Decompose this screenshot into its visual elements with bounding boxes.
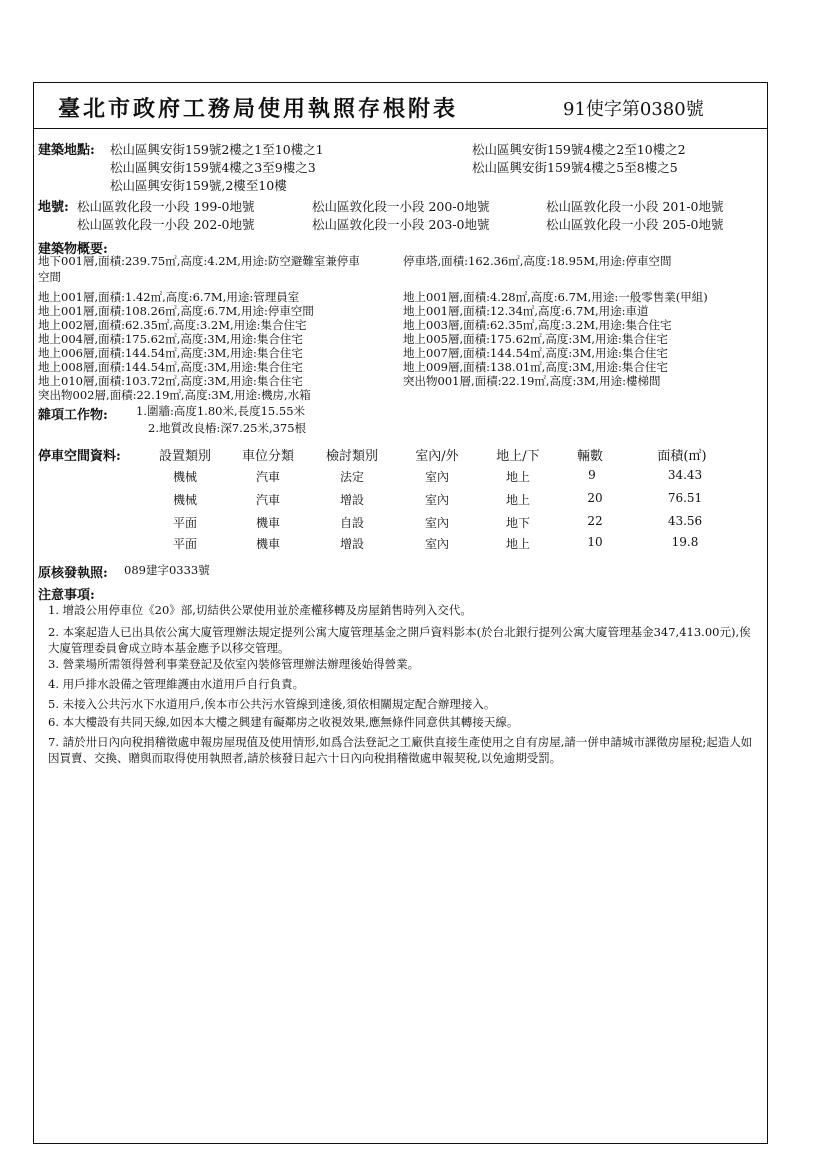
note-item: 2. 本案起造人已出具依公寓大廈管理辦法規定提列公寓大廈管理基金之開戶資料影本(於台北銀行提列公寓大廈管理基金347,413.00元),俟大廈管理委員會成立時本基金應予以移交管理。 [48,625,751,655]
floor-right: 地上003層,面積:62.35㎡,高度:3.2M,用途:集合住宅 [403,318,672,332]
parking-cell: 汽車 [255,470,281,484]
note-item: 3. 營業場所需領得營利事業登記及依室內裝修管理辦法辦理後始得營業。 [48,657,420,671]
permit-number: 91使字第0380號 [563,99,704,120]
lot-item: 松山區敦化段一小段 200-0地號 [312,199,490,214]
site-label: 建築地點: [38,143,95,158]
misc-label: 雜項工作物: [38,408,108,423]
parking-cell: 增設 [339,493,365,507]
note-item: 1. 增設公用停車位《20》部,切結供公眾使用並於產權移轉及房屋銷售時列入交代。 [48,603,472,617]
parking-cell: 機車 [255,537,281,551]
parking-cell: 地上 [505,493,531,507]
parking-cell: 機械 [172,470,198,484]
parking-cell: 19.8 [671,535,699,549]
parking-cell: 平面 [172,516,198,530]
floor-right: 突出物001層,面積:22.19㎡,高度:3M,用途:樓梯間 [403,374,661,388]
note-item: 4. 用戶排水設備之管理維護由水道用戶自行負責。 [48,677,305,691]
floor-left: 突出物002層,面積:22.19㎡,高度:3M,用途:機房,水箱 [38,388,311,402]
lot-item: 松山區敦化段一小段 202-0地號 [77,217,255,232]
floor-right: 地上009層,面積:138.01㎡,高度:3M,用途:集合住宅 [403,360,668,374]
parking-cell: 20 [587,491,603,505]
parking-cell: 76.51 [667,491,703,505]
parking-cell: 室內 [424,516,450,530]
parking-header: 車位分類 [241,449,295,464]
parking-cell: 地上 [505,470,531,484]
parking-cell: 室內 [424,493,450,507]
parking-cell: 機械 [172,493,198,507]
document-title: 臺北市政府工務局使用執照存根附表 [58,96,459,122]
floor-left: 地上006層,面積:144.54㎡,高度:3M,用途:集合住宅 [38,346,303,360]
lot-item: 松山區敦化段一小段 205-0地號 [546,217,724,232]
parking-cell: 機車 [255,516,281,530]
parking-cell: 22 [587,514,603,528]
floor-right: 地上001層,面積:4.28㎡,高度:6.7M,用途:一般零售業(甲組) [403,290,708,304]
parking-header: 室內/外 [415,449,459,464]
building-label: 建築物概要: [38,242,108,257]
parking-cell: 增設 [339,537,365,551]
parking-cell: 室內 [424,470,450,484]
parking-cell: 汽車 [255,493,281,507]
basement-line: 地下001層,面積:239.75㎡,高度:4.2M,用途:防空避難室兼停車 [38,254,360,268]
original-permit-value: 089建字0333號 [124,563,210,577]
lot-item: 松山區敦化段一小段 199-0地號 [77,199,255,214]
parking-cell: 地上 [505,537,531,551]
parking-label: 停車空間資料: [38,449,121,464]
note-item: 5. 未接入公共污水下水道用戶,俟本市公共污水管線到達後,須依相關規定配合辦理接入。 [48,697,496,711]
parking-header: 地上/下 [496,449,540,464]
parking-header: 輛數 [576,449,604,464]
parking-header: 檢討類別 [325,449,379,464]
floor-right: 地上005層,面積:175.62㎡,高度:3M,用途:集合住宅 [403,332,668,346]
floor-left: 地上004層,面積:175.62㎡,高度:3M,用途:集合住宅 [38,332,303,346]
lot-item: 松山區敦化段一小段 201-0地號 [546,199,724,214]
misc-item: 2.地質改良樁:深7.25米,375根 [148,421,307,435]
parking-cell: 平面 [172,537,198,551]
site-line-2: 松山區興安街159號4樓之2至10樓之2 [472,142,686,157]
parking-cell: 地下 [505,516,531,530]
parking-cell: 34.43 [667,468,703,482]
floor-right: 地上007層,面積:144.54㎡,高度:3M,用途:集合住宅 [403,346,668,360]
note-item: 7. 請於卅日內向稅捐稽徵處申報房屋現值及使用情形,如爲合法登記之工廠供直接生產使用之自有房屋,請一併申請城市課徵房屋稅;起造人如因買賣、交換、贈與而取得使用執照者,請於核發日起六十日內向稅捐稽徵處申報契稅,以免逾期受罰。 [48,735,753,765]
floor-left: 地上008層,面積:144.54㎡,高度:3M,用途:集合住宅 [38,360,303,374]
header-divider [33,128,768,129]
parking-cell: 9 [588,468,596,482]
lot-item: 松山區敦化段一小段 203-0地號 [312,217,490,232]
original-permit-label: 原核發執照: [38,566,108,581]
parking-cell: 43.56 [667,514,703,528]
misc-item: 1.圍牆:高度1.80米,長度15.55米 [136,404,306,418]
basement-line-wrap: 空間 [38,270,61,284]
notes-label: 注意事項: [38,588,95,603]
parking-header: 面積(㎡) [657,449,707,464]
site-line-5: 松山區興安街159號,2樓至10樓 [110,178,287,193]
parking-cell: 室內 [424,537,450,551]
site-line-3: 松山區興安街159號4樓之3至9樓之3 [110,160,316,175]
lot-label: 地號: [38,200,69,215]
note-item: 6. 本大樓設有共同天線,如因本大樓之興建有礙鄰房之收視效果,應無條件同意供其轉接天線。 [48,715,519,729]
floor-left: 地上001層,面積:108.26㎡,高度:6.7M,用途:停車空間 [38,304,314,318]
floor-right: 地上001層,面積:12.34㎡,高度:6.7M,用途:車道 [403,304,649,318]
floor-left: 地上010層,面積:103.72㎡,高度:3M,用途:集合住宅 [38,374,303,388]
site-line-1: 松山區興安街159號2樓之1至10樓之1 [110,142,324,157]
parking-cell: 10 [587,535,603,549]
basement-line-right: 停車塔,面積:162.36㎡,高度:18.95M,用途:停車空間 [403,254,672,268]
parking-cell: 法定 [339,470,365,484]
floor-left: 地上001層,面積:1.42㎡,高度:6.7M,用途:管理員室 [38,290,300,304]
parking-header: 設置類別 [158,449,212,464]
parking-cell: 自設 [339,516,365,530]
floor-left: 地上002層,面積:62.35㎡,高度:3.2M,用途:集合住宅 [38,318,307,332]
site-line-4: 松山區興安街159號4樓之5至8樓之5 [472,160,678,175]
